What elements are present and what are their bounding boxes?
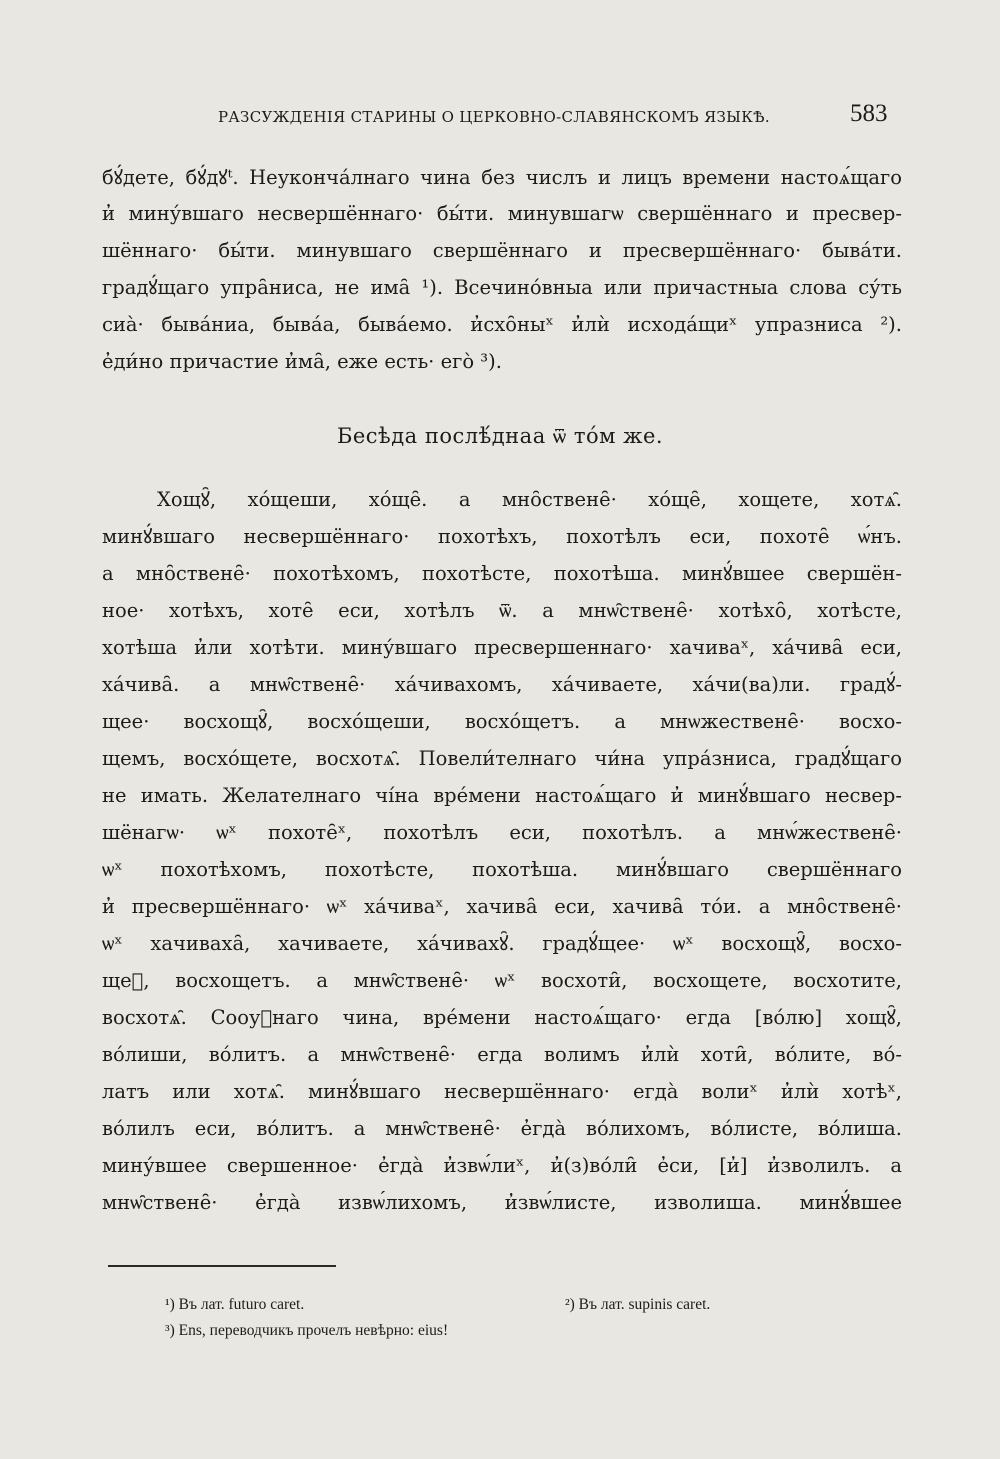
footnote-3: ³) Ens, переводчикъ прочелъ невѣрно: eius!: [165, 1322, 449, 1339]
text-line: шённаго· бы́ти. минувшаго свершённаго и пресвершённаго· бывáти.: [102, 239, 902, 262]
text-line: сиа̀· бывáниа, бывáа, бывáемо. и̓схо̑ныˣ и̓лѝ исходáщиˣ упразниса ²).: [102, 313, 902, 336]
text-line: ѡˣ хачиваха̑, хачиваете, хáчивахꙋ̑. градꙋ́щее· ѡˣ восхощꙋ̑, восхо-: [102, 932, 902, 955]
text-line: мину́вшее свершенное· е̓гда̀ и̓звѡ́лиˣ, и̓(з)во́ли̑ е̓си, [и̓] и̓зволилъ. а: [102, 1154, 902, 1177]
text-line: восхотѧ̑. Сооуⷥнаго чина, врéмени настоѧ́щаго· егда [во́лю] хощꙋ̑,: [102, 1006, 902, 1029]
text-line: ѡˣ похотѣхомъ, похотѣсте, похотѣша. минꙋ́вшаго свершённаго: [102, 858, 902, 881]
section-heading: Бесѣда послѣ́днаа ѿ то́м же.: [336, 424, 664, 448]
text-line: и̓ мину́вшаго несвершённаго· бы́ти. минувшагѡ свершённаго и пресвер-: [102, 202, 902, 225]
text-line: мнѡ̑ствене̑· е̓гда̀ извѡ́лихомъ, и̓звѡ́листе, изволиша. минꙋ́вшее: [102, 1191, 902, 1214]
text-line: хотѣша и̓ли хотѣти. мину́вшаго пресвершеннаго· хачиваˣ, хáчива̑ еси,: [102, 636, 902, 659]
text-line: ное· хотѣхъ, хоте̑ еси, хотѣлъ ѿ. а мнѡ̑ствене̑· хотѣхо̑, хотѣсте,: [102, 599, 902, 622]
text-line: бꙋ́дете, бꙋ́дꙋᵗ. Неуконча́лнаго чина без числъ и лицъ времени настоѧ́щаго: [102, 166, 902, 189]
text-line: щеⷲ, восхощетъ. а мнѡ̑ствене̑· ѡˣ восхоти̑, восхощете, восхотите,: [102, 969, 902, 992]
text-line: и̓ пресвершённаго· ѡˣ хáчиваˣ, хачива̑ еси, хачива̑ то́и. а мно̑ствене̑·: [102, 895, 902, 918]
text-line: щее· восхощꙋ̑, восхóщеши, восхóщетъ. а мнѡжествене̑· восхо-: [102, 710, 902, 733]
text-line: щемъ, восхóщете, восхотѧ̑. Повели́телнаго чи́на упра́зниса, градꙋ́щаго: [102, 747, 902, 770]
text-line: латъ или хотѧ̑. минꙋ́вшаго несвершённаго· егда̀ волиˣ и̓лѝ хотѣˣ,: [102, 1080, 902, 1103]
page-number: 583: [850, 100, 888, 127]
text-line: е̓ди́но причастие и̓ма̑, еже есть· его̀ ³).: [102, 350, 502, 373]
text-line: не имать. Желателнаго чі́на врéмени настоѧ́щаго и̓ минꙋ́вшаго несвер-: [102, 784, 902, 807]
text-line: градꙋ́щаго упра̑ниса, не има̑ ¹). Всечино́вныа или причастныа слова су́ть: [102, 276, 902, 299]
footnote-2: ²) Въ лат. supinis caret.: [565, 1296, 711, 1313]
footnote-rule: [108, 1265, 336, 1267]
running-title: РАЗСУЖДЕНІЯ СТАРИНЫ О ЦЕРКОВНО-СЛАВЯНСКОМЪ ЯЗЫКѢ.: [218, 108, 770, 126]
text-line: минꙋ́вшаго несвершённаго· похотѣхъ, похотѣлъ еси, похоте̑ ѡ́нъ.: [102, 525, 902, 548]
text-line: шёнагѡ· ѡˣ похоте̑ˣ, похотѣлъ еси, похотѣлъ. а мнѡ́жествене̑·: [102, 821, 902, 844]
text-line: хáчива̑. а мнѡ̑ствене̑· хáчивахомъ, хáчиваете, хáчи(ва)ли. градꙋ́-: [102, 673, 902, 696]
footnote-1: ¹) Въ лат. futuro caret.: [165, 1296, 305, 1313]
text-line: во́лилъ еси, во́литъ. а мнѡ̑ствене̑· е̓гда̀ во́лихомъ, во́листе, во́лиша.: [102, 1117, 902, 1140]
text-line: Хощꙋ̑, хóщеши, хóще̑. а мно̑ствене̑· хóще̑, хощете, хотѧ̑.: [157, 488, 902, 511]
text-line: а мно̑ствене̑· похотѣхомъ, похотѣсте, похотѣша. минꙋ́вшее свершён-: [102, 562, 902, 585]
text-line: во́лиши, во́литъ. а мнѡ̑ствене̑· егда волимъ и̓лѝ хоти̑, во́лите, во́-: [102, 1043, 902, 1066]
